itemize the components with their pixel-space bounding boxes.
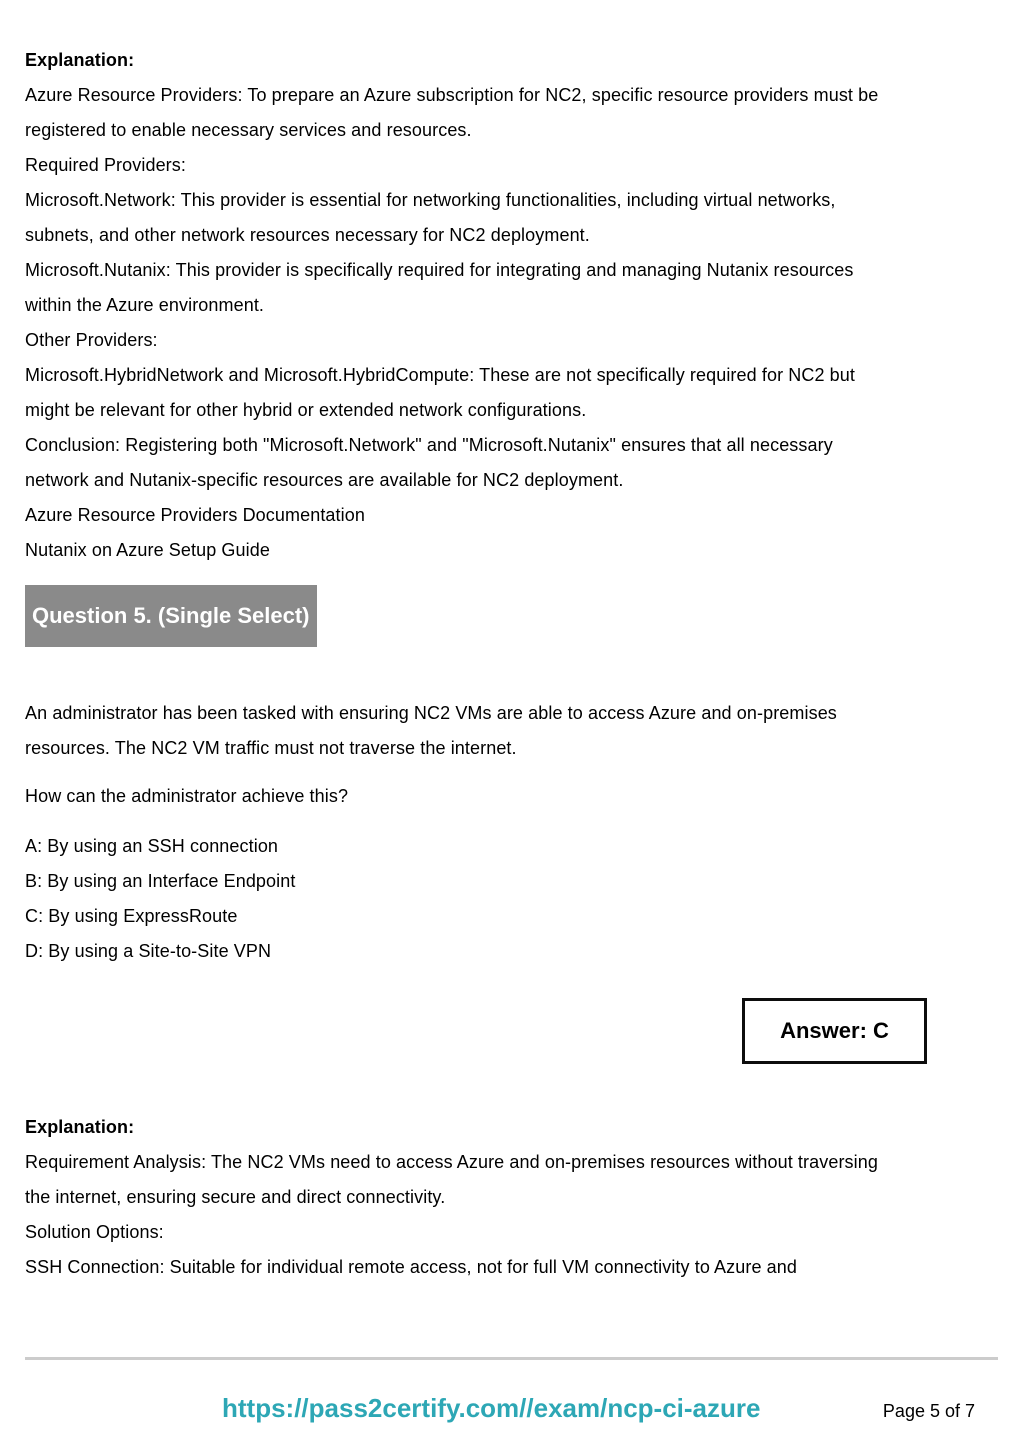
question-line: resources. The NC2 VM traffic must not traverse the internet. — [25, 738, 517, 758]
answer-box — [742, 998, 927, 1064]
explanation-line: Requirement Analysis: The NC2 VMs need to access Azure and on-premises resources without traversing — [25, 1152, 878, 1172]
explanation-line: Microsoft.HybridNetwork and Microsoft.HybridCompute: These are not specifically required for NC2 but — [25, 365, 855, 385]
option-c: C: By using ExpressRoute — [25, 906, 238, 926]
explanation-line: the internet, ensuring secure and direct connectivity. — [25, 1187, 446, 1207]
explanation-heading: Explanation: — [25, 1117, 135, 1137]
answer-label: Answer: C — [780, 1018, 889, 1043]
explanation-line: subnets, and other network resources necessary for NC2 deployment. — [25, 225, 590, 245]
explanation-line: Azure Resource Providers: To prepare an Azure subscription for NC2, specific resource providers must be — [25, 85, 879, 105]
explanation-section-1 — [25, 43, 995, 568]
option-b: B: By using an Interface Endpoint — [25, 871, 296, 891]
explanation-line: Solution Options: — [25, 1222, 164, 1242]
explanation-line: registered to enable necessary services and resources. — [25, 120, 472, 140]
explanation-section-2 — [25, 1110, 995, 1285]
explanation-line: Microsoft.Nutanix: This provider is specifically required for integrating and managing Nutanix resources — [25, 260, 854, 280]
question-body — [25, 696, 995, 766]
question-header — [25, 585, 317, 647]
explanation-line: might be relevant for other hybrid or extended network configurations. — [25, 400, 587, 420]
page-number: Page 5 of 7 — [882, 1401, 975, 1421]
explanation-line: Required Providers: — [25, 155, 186, 175]
explanation-doc-reference: Azure Resource Providers Documentation — [25, 505, 365, 525]
explanation-guide-reference: Nutanix on Azure Setup Guide — [25, 540, 270, 560]
explanation-line: Other Providers: — [25, 330, 158, 350]
question-header-label: Question 5. (Single Select) — [32, 603, 310, 628]
page-footer — [25, 1360, 995, 1443]
explanation-line: network and Nutanix-specific resources are available for NC2 deployment. — [25, 470, 624, 490]
footer-url-link[interactable]: https://pass2certify.com//exam/ncp-ci-azure — [222, 1393, 761, 1423]
explanation-heading: Explanation: — [25, 50, 135, 70]
question-prompt-text: How can the administrator achieve this? — [25, 786, 349, 806]
answer-options — [25, 829, 995, 969]
explanation-line: Conclusion: Registering both "Microsoft.Network" and "Microsoft.Nutanix" ensures that all necessary — [25, 435, 833, 455]
question-line: An administrator has been tasked with ensuring NC2 VMs are able to access Azure and on-premises — [25, 703, 837, 723]
option-d: D: By using a Site-to-Site VPN — [25, 941, 272, 961]
option-a: A: By using an SSH connection — [25, 836, 279, 856]
question-prompt — [25, 779, 995, 814]
explanation-line: Microsoft.Network: This provider is essential for networking functionalities, including virtual networks, — [25, 190, 836, 210]
explanation-line: within the Azure environment. — [25, 295, 265, 315]
explanation-line: SSH Connection: Suitable for individual remote access, not for full VM connectivity to Azure and — [25, 1257, 797, 1277]
